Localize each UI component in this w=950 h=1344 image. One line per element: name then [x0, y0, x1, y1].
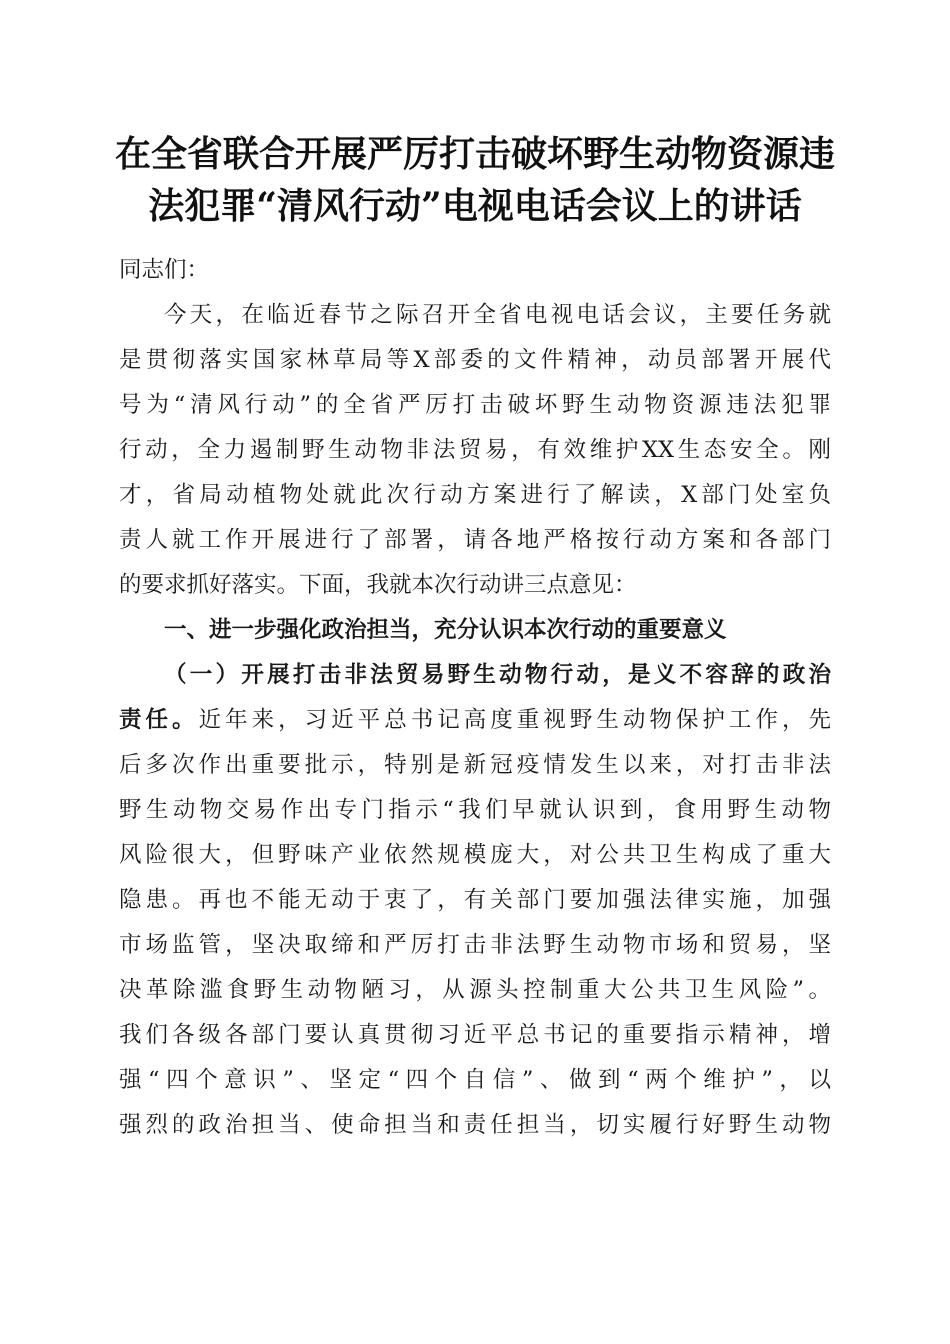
paragraph-line: 我们各级各部门要认真贯彻习近平总书记的重要指示精神，增	[119, 1022, 831, 1048]
document-body	[119, 248, 831, 1148]
intro-line: 号为“清风行动”的全省严厉打击破坏野生动物资源违法犯罪	[119, 392, 831, 418]
salutation: 同志们：	[119, 257, 210, 283]
paragraph-line: 隐患。再也不能无动于衷了，有关部门要加强法律实施，加强	[119, 887, 831, 913]
intro-line: 行动，全力遏制野生动物非法贸易，有效维护XX生态安全。刚	[119, 437, 831, 463]
paragraph-line: 后多次作出重要批示，特别是新冠疫情发生以来，对打击非法	[119, 752, 831, 778]
paragraph-line	[119, 698, 831, 743]
subsection-heading-cont: 责任。	[119, 707, 199, 733]
intro-line: 是贯彻落实国家林草局等X部委的文件精神，动员部署开展代	[119, 347, 831, 373]
section-heading: 一、进一步强化政治担当，充分认识本次行动的重要意义	[164, 617, 727, 643]
paragraph-line: 野生动物交易作出专门指示“我们早就认识到，食用野生动物	[119, 797, 831, 823]
paragraph-line: 风险很大，但野味产业依然规模庞大，对公共卫生构成了重大	[119, 842, 831, 868]
title-line-2: 法犯罪“清风行动”电视电话会议上的讲话	[148, 185, 802, 227]
paragraph-line: 强“四个意识”、坚定“四个自信”、做到“两个维护”，以	[119, 1067, 831, 1093]
intro-line: 的要求抓好落实。下面，我就本次行动讲三点意见：	[119, 572, 637, 598]
subsection-heading: （一）开展打击非法贸易野生动物行动，是义不容辞的政治	[164, 662, 831, 688]
paragraph-line: 强烈的政治担当、使命担当和责任担当，切实履行好野生动物	[119, 1112, 831, 1138]
paragraph-text: 近年来，习近平总书记高度重视野生动物保护工作，先	[198, 707, 831, 733]
intro-line: 今天，在临近春节之际召开全省电视电话会议，主要任务就	[164, 302, 831, 328]
paragraph-line: 市场监管，坚决取缔和严厉打击非法野生动物市场和贸易，坚	[119, 932, 831, 958]
intro-line: 责人就工作开展进行了部署，请各地严格按行动方案和各部门	[119, 527, 831, 553]
document-title	[100, 128, 850, 232]
intro-line: 才，省局动植物处就此次行动方案进行了解读，X部门处室负	[119, 482, 831, 508]
paragraph-line: 决革除滥食野生动物陋习，从源头控制重大公共卫生风险”。	[119, 977, 831, 1003]
title-line-1: 在全省联合开展严厉打击破坏野生动物资源违	[114, 133, 835, 175]
